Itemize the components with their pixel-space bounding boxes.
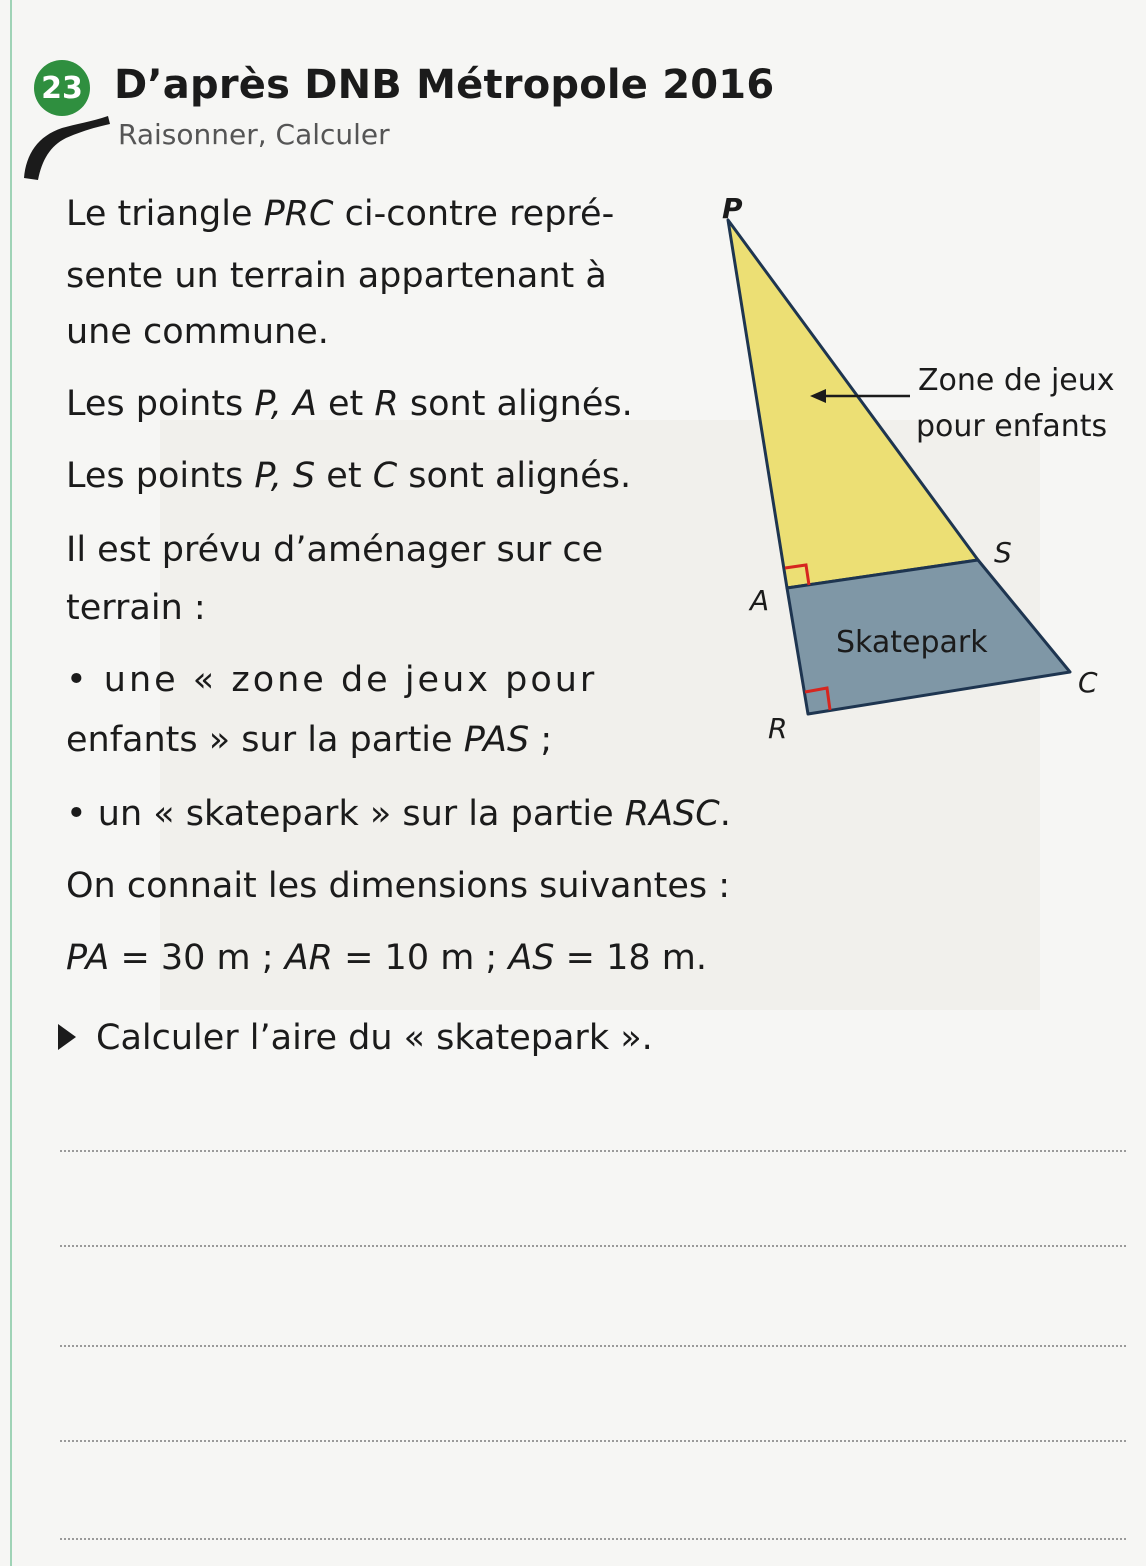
zone-de-jeux-region	[728, 220, 978, 588]
bullet-item-continued: enfants » sur la partie PAS ;	[66, 720, 553, 760]
triangle-diagram	[660, 170, 1146, 790]
exercise-skills: Raisonner, Calculer	[118, 118, 390, 151]
answer-line	[60, 1345, 1126, 1347]
answer-line	[60, 1440, 1126, 1442]
exercise-number-badge: 23	[34, 60, 90, 116]
statement-line: Les points P, S et C sont alignés.	[66, 456, 632, 496]
skatepark-label: Skatepark	[836, 625, 988, 660]
label-r: R	[768, 712, 788, 745]
statement-line: Il est prévu d’aménager sur ce	[66, 530, 604, 570]
statement-line: Le triangle PRC ci-contre repré-	[66, 194, 615, 234]
zone-label-line1: Zone de jeux	[918, 363, 1115, 398]
answer-line	[60, 1538, 1126, 1540]
bullet-item: • une « zone de jeux pour	[66, 660, 598, 700]
statement-line: une commune.	[66, 312, 329, 352]
statement-line: sente un terrain appartenant à	[66, 256, 607, 296]
margin-rule	[10, 0, 12, 1566]
question-bullet-icon	[58, 1024, 76, 1050]
statement-line: terrain :	[66, 588, 206, 628]
question: Calculer l’aire du « skatepark ».	[58, 1018, 653, 1059]
bullet-item: • un « skatepark » sur la partie RASC.	[66, 794, 731, 834]
zone-label-line2: pour enfants	[916, 409, 1108, 444]
label-c: C	[1078, 666, 1098, 699]
answer-line	[60, 1150, 1126, 1152]
label-a: A	[750, 584, 770, 617]
label-p: P	[722, 192, 743, 225]
exercise-title: D’après DNB Métropole 2016	[114, 62, 775, 108]
dimensions-intro: On connait les dimensions suivantes :	[66, 866, 731, 906]
answer-line	[60, 1245, 1126, 1247]
statement-line: Les points P, A et R sont alignés.	[66, 384, 633, 424]
label-s: S	[994, 536, 1012, 569]
dimensions-values: PA = 30 m ; AR = 10 m ; AS = 18 m.	[66, 938, 707, 978]
